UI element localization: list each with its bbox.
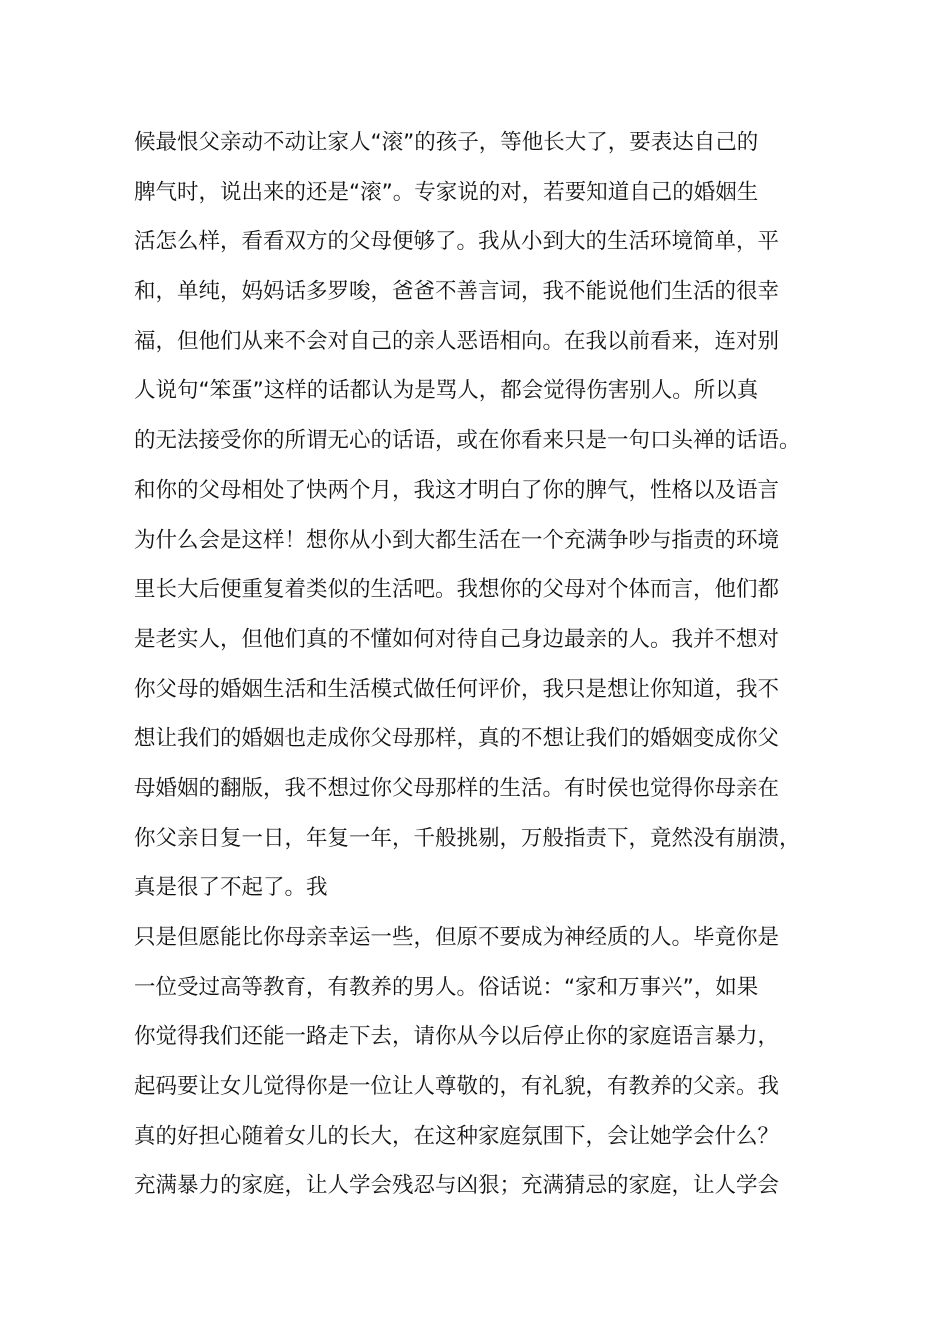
text-line: 里长大后便重复着类似的生活吧。我想你的父母对个体而言，他们都 — [134, 577, 780, 603]
text-line: 只是但愿能比你母亲幸运一些，但原不要成为神经质的人。毕竟你是 — [134, 925, 780, 950]
text-line: 真是很了不起了。我 — [134, 875, 328, 901]
text-line: 充满暴力的家庭，让人学会残忍与凶狠；充满猜忌的家庭，让人学会 — [134, 1173, 780, 1199]
text-line: 是老实人，但他们真的不懂如何对待自己身边最亲的人。我并不想对 — [134, 626, 780, 652]
text-line: 想让我们的婚姻也走成你父母那样，真的不想让我们的婚姻变成你父 — [134, 726, 780, 752]
body-text — [134, 118, 834, 1211]
text-line: 真的好担心随着女儿的长大，在这种家庭氛围下，会让她学会什么？ — [134, 1123, 780, 1149]
text-line: 你父母的婚姻生活和生活模式做任何评价，我只是想让你知道，我不 — [134, 676, 780, 702]
text-line: 福，但他们从来不会对自己的亲人恶语相向。在我以前看来，连对别 — [134, 328, 780, 354]
text-line: 候最恨父亲动不动让家人“滚”的孩子，等他长大了，要表达自己的 — [134, 130, 759, 155]
text-line: 人说句“笨蛋”这样的话都认为是骂人，都会觉得伤害别人。所以真 — [134, 378, 759, 404]
text-line: 和你的父母相处了快两个月，我这才明白了你的脾气，性格以及语言 — [134, 477, 780, 503]
text-line: 你觉得我们还能一路走下去，请你从今以后停止你的家庭语言暴力， — [134, 1024, 780, 1050]
text-line: 为什么会是这样！想你从小到大都生活在一个充满争吵与指责的环境 — [134, 527, 780, 553]
text-line: 你父亲日复一日，年复一年，千般挑剔，万般指责下，竟然没有崩溃， — [134, 825, 801, 851]
text-line: 母婚姻的翻版，我不想过你父母那样的生活。有时侯也觉得你母亲在 — [134, 775, 780, 801]
text-line: 脾气时，说出来的还是“滚”。专家说的对，若要知道自己的婚姻生 — [134, 179, 759, 205]
text-line: 起码要让女儿觉得你是一位让人尊敬的，有礼貌，有教养的父亲。我 — [134, 1074, 780, 1100]
text-line: 的无法接受你的所谓无心的话语，或在你看来只是一句口头禅的话语。 — [134, 428, 801, 454]
text-line: 活怎么样，看看双方的父母便够了。我从小到大的生活环境简单，平 — [134, 229, 780, 255]
text-line: 一位受过高等教育，有教养的男人。俗话说：“家和万事兴”，如果 — [134, 974, 759, 1000]
text-line: 和，单纯，妈妈话多罗唆，爸爸不善言词，我不能说他们生活的很幸 — [134, 279, 780, 305]
